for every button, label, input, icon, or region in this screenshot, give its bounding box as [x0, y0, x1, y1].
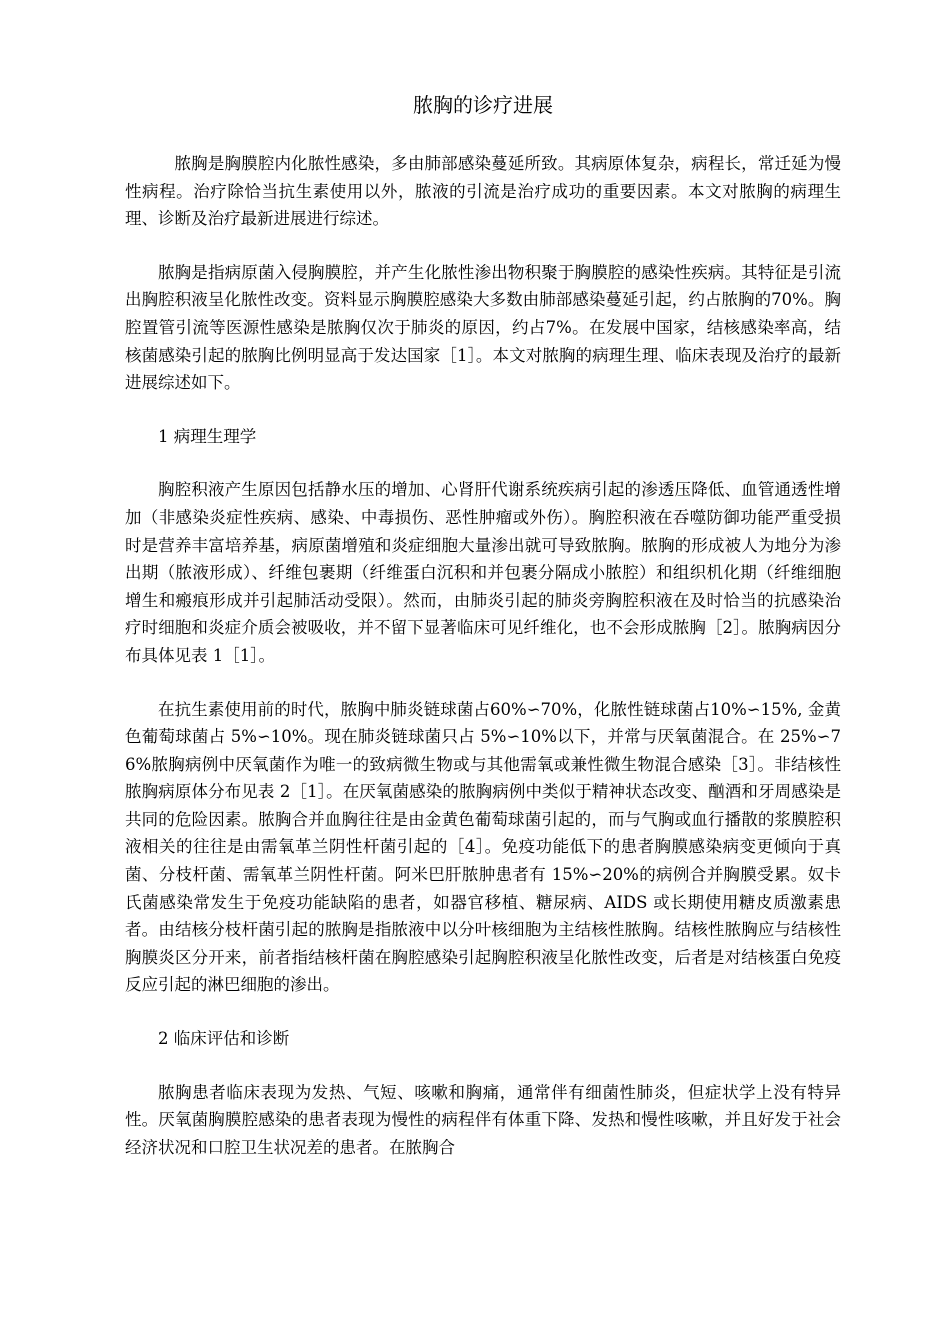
intro-paragraph: 脓胸是指病原菌入侵胸膜腔，并产生化脓性渗出物积聚于胸膜腔的感染性疾病。其特征是引流出胸腔积液呈化脓性改变。资料显示胸膜腔感染大多数由肺部感染蔓延引起，约占脓胸的70%。胸腔置管引流等医源性感染是脓胸仅次于肺炎的原因，约占7%。在发展中国家，结核感染率高，结核菌感染引起的脓胸比例明显高于发达国家［1］。本文对脓胸的病理生理、临床表现及治疗的最新进展综述如下。 [125, 262, 841, 393]
section-heading-pathophysiology: 1 病理生理学 [158, 426, 257, 446]
section-heading-clinical-assessment: 2 临床评估和诊断 [158, 1029, 290, 1049]
document-title: 脓胸的诊疗进展 [413, 93, 553, 117]
pathophysiology-paragraph-1: 胸腔积液产生原因包括静水压的增加、心肾肝代谢系统疾病引起的渗透压降低、血管通透性增加（非感染炎症性疾病、感染、中毒损伤、恶性肿瘤或外伤）。胸腔积液在吞噬防御功能严重受损时是营养丰富培养基，病原菌增殖和炎症细胞大量渗出就可导致脓胸。脓胸的形成被人为地分为渗出期（脓液形成）、纤维包裹期（纤维蛋白沉积和并包裹分隔成小脓腔）和组织机化期（纤维细胞增生和瘢痕形成并引起肺活动受限）。然而，由肺炎引起的肺炎旁胸腔积液在及时恰当的抗感染治疗时细胞和炎症介质会被吸收，并不留下显著临床可见纤维化，也不会形成脓胸［2］。脓胸病因分布具体见表 1［1］。 [125, 480, 841, 665]
document-body [125, 90, 841, 1187]
pathophysiology-paragraph-2: 在抗生素使用前的时代，脓胸中肺炎链球菌占60%∽70%，化脓性链球菌占10%∽15%, 金黄色葡萄球菌占 5%∽10%。现在肺炎链球菌只占 5%∽10%以下，并常与厌氧菌混合。在 25%∽76%脓胸病例中厌氧菌作为唯一的致病微生物或与其他需氧或兼性微生物混合感染［3］。非结核性脓胸病原体分布见表 2［1］。在厌氧菌感染的脓胸病例中类似于精神状态改变、酗酒和牙周感染是共同的危险因素。脓胸合并血胸往往是由金黄色葡萄球菌引起的，而与气胸或血行播散的浆膜腔积液相关的往往是由需氧革兰阴性杆菌引起的［4］。免疫功能低下的患者胸膜感染病变更倾向于真菌、分枝杆菌、需氧革兰阴性杆菌。阿米巴肝脓肿患者有 15%∽20%的病例合并胸膜受累。奴卡氏菌感染常发生于免疫功能缺陷的患者，如器官移植、糖尿病、AIDS 或长期使用糖皮质激素患者。由结核分枝杆菌引起的脓胸是指脓液中以分叶核细胞为主结核性脓胸。结核性脓胸应与结核性胸膜炎区分开来，前者指结核杆菌在胸腔感染引起胸腔积液呈化脓性改变，后者是对结核蛋白免疫反应引起的淋巴细胞的渗出。 [125, 699, 841, 995]
abstract-paragraph: 脓胸是胸膜腔内化脓性感染，多由肺部感染蔓延所致。其病原体复杂，病程长，常迁延为慢性病程。治疗除恰当抗生素使用以外，脓液的引流是治疗成功的重要因素。本文对脓胸的病理生理、诊断及治疗最新进展进行综述。 [125, 154, 841, 229]
clinical-assessment-paragraph-1: 脓胸患者临床表现为发热、气短、咳嗽和胸痛，通常伴有细菌性肺炎，但症状学上没有特异性。厌氧菌胸膜腔感染的患者表现为慢性的病程伴有体重下降、发热和慢性咳嗽，并且好发于社会经济状况和口腔卫生状况差的患者。在脓胸合 [125, 1082, 841, 1157]
